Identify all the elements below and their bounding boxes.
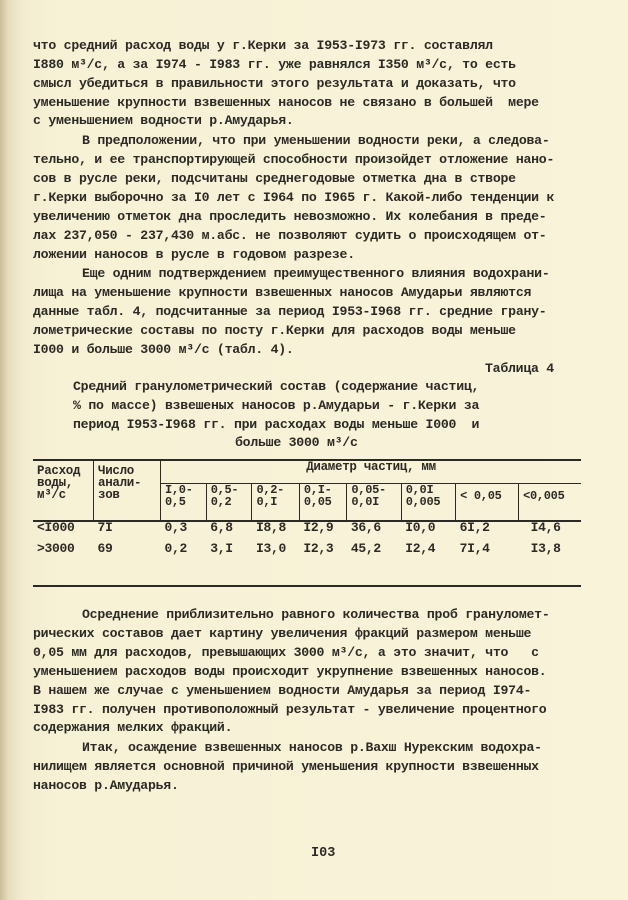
header-text: 0,2 <box>210 495 232 509</box>
header-discharge <box>33 460 94 521</box>
header-text: Расход <box>37 464 81 478</box>
header-text: < 0,05 <box>460 489 502 503</box>
table-bottom-rule <box>33 585 581 587</box>
text-line: лах 237,050 - 237,430 м.абс. не позволяют судить о происходящем от- <box>33 228 547 243</box>
header-text: <0,005 <box>523 489 565 503</box>
header-text: I,0- <box>165 483 193 497</box>
cell-value: 0,3 <box>164 520 188 535</box>
cell-value: I0,0 <box>405 520 436 535</box>
cell-value: I8,8 <box>255 520 286 535</box>
cell-discharge: <I000 <box>37 520 75 535</box>
header-diameter-col <box>347 484 401 522</box>
header-text: 0,5 <box>165 495 186 509</box>
cell-value: 7I,4 <box>459 541 490 556</box>
header-diameter-col <box>299 484 346 522</box>
text-line: наносов р.Амударья. <box>33 778 179 793</box>
text-line: I000 и больше 3000 м³/с (табл. 4). <box>33 342 294 357</box>
text-line: В нашем же случае с уменьшением водности Амударья за период I974- <box>33 683 532 698</box>
cell-value: 36,6 <box>350 520 381 535</box>
table-row <box>33 543 581 564</box>
cell-value: 6,8 <box>210 520 233 535</box>
header-text: 0,I- <box>303 483 332 497</box>
cell-value: I2,9 <box>303 520 334 535</box>
header-text: Число <box>98 464 135 478</box>
cell-value: I4,6 <box>530 520 561 535</box>
text-line: лометрические составы по посту г.Керки для расходов воды меньше <box>33 323 516 338</box>
header-text: м³/с <box>37 488 66 502</box>
cell-value: 6I,2 <box>459 520 490 535</box>
text-line: содержания мелких фракций. <box>33 720 233 735</box>
cell-value: 45,2 <box>350 541 381 556</box>
header-text: 0,005 <box>405 495 441 509</box>
cell-count: 69 <box>97 541 113 556</box>
cell-value: I2,4 <box>405 541 436 556</box>
header-diameter-group: Диаметр частиц, мм <box>161 460 582 484</box>
header-text: 0,05 <box>303 495 332 509</box>
text-line: тельно, и ее транспортирующей способности произойдет отложение нано- <box>33 152 555 167</box>
table-label: Таблица 4 <box>485 361 554 376</box>
caption-line: % по массе) взвешеных наносов р.Амударьи - г.Керки за <box>73 398 480 413</box>
text-line: увеличению отметок дна проследить невозможно. Их колебания в преде- <box>33 209 547 224</box>
header-text: анали- <box>98 476 142 490</box>
header-diameter-col <box>519 484 581 522</box>
table-row <box>33 521 581 543</box>
text-line: уменьшением расходов воды происходит укрупнение взвешенных наносов. <box>33 664 547 679</box>
text-line: что средний расход воды у г.Керки за I953-I973 гг. составлял <box>33 38 493 53</box>
text-line: I880 м³/с, а за I974 - I983 гг. уже равнялся I350 м³/с, то есть <box>33 57 516 72</box>
header-text: 0,0I <box>351 495 380 509</box>
text-line: Итак, осаждение взвешенных наносов р.Вахш Нурекским водохра- <box>82 740 542 755</box>
text-line: данные табл. 4, подсчитанные за период I953-I968 гг. средние грану- <box>33 304 547 319</box>
text-line: ложении наносов в русле в годовом разрезе. <box>33 247 355 262</box>
text-line: В предположении, что при уменьшении водности реки, а следова- <box>82 133 550 148</box>
header-diameter-col <box>252 484 299 522</box>
header-diameter-col <box>206 484 252 522</box>
cell-value: 0,2 <box>164 541 188 556</box>
header-text: 0,05- <box>351 483 386 497</box>
cell-value: I3,0 <box>255 541 286 556</box>
caption-line: Средний гранулометрический состав (содержание частиц, <box>73 379 480 394</box>
caption-line: период I953-I968 гг. при расходах воды меньше I000 и <box>73 417 480 432</box>
caption-line: больше 3000 м³/с <box>235 435 358 450</box>
text-line: Еще одним подтверждением преимущественного влияния водохрани- <box>82 266 550 281</box>
cell-count: 7I <box>97 520 113 535</box>
header-diameter-col <box>401 484 455 522</box>
text-line: I983 гг. получен противоположный результат - увеличение процентного <box>33 702 547 717</box>
text-line: 0,05 мм для расходов, превышающих 3000 м³/с, а это значит, что с <box>33 645 539 660</box>
granulometric-table <box>33 459 581 564</box>
header-diameter-col <box>456 484 519 522</box>
header-text: 0,I <box>256 495 278 509</box>
header-text: 0,2- <box>256 483 285 497</box>
text-line: нилищем является основной причиной уменьшения крупности взвешенных <box>33 759 539 774</box>
text-line: Осреднение приблизительно равного количества проб грануломет- <box>82 607 550 622</box>
text-line: с уменьшением водности р.Амударья. <box>33 113 294 128</box>
header-text: 0,0I <box>405 483 434 497</box>
text-line: смысл убедиться в правильности этого результата и доказать, что <box>33 76 516 91</box>
cell-value: I3,8 <box>530 541 561 556</box>
text-line: уменьшение крупности взвешенных наносов не связано в большей мере <box>33 95 539 110</box>
header-text: 0,5- <box>210 483 239 497</box>
cell-value: I2,3 <box>303 541 334 556</box>
text-line: рических составов дает картину увеличения фракций размером меньше <box>33 626 532 641</box>
header-diameter-col <box>161 484 207 522</box>
header-text: воды, <box>37 476 74 490</box>
cell-value: 3,I <box>210 541 233 556</box>
cell-discharge: >3000 <box>37 541 75 556</box>
text-line: сов в русле реки, подсчитаны среднегодовые отметка дна в створе <box>33 171 516 186</box>
text-line: г.Керки выборочно за I0 лет с I964 по I965 г. Какой-либо тенденции к <box>33 190 555 205</box>
header-count <box>94 460 161 521</box>
header-text: зов <box>98 488 120 502</box>
page-number: I03 <box>311 846 336 861</box>
text-line: лища на уменьшение крупности взвешенных наносов Амударьи являются <box>33 285 532 300</box>
